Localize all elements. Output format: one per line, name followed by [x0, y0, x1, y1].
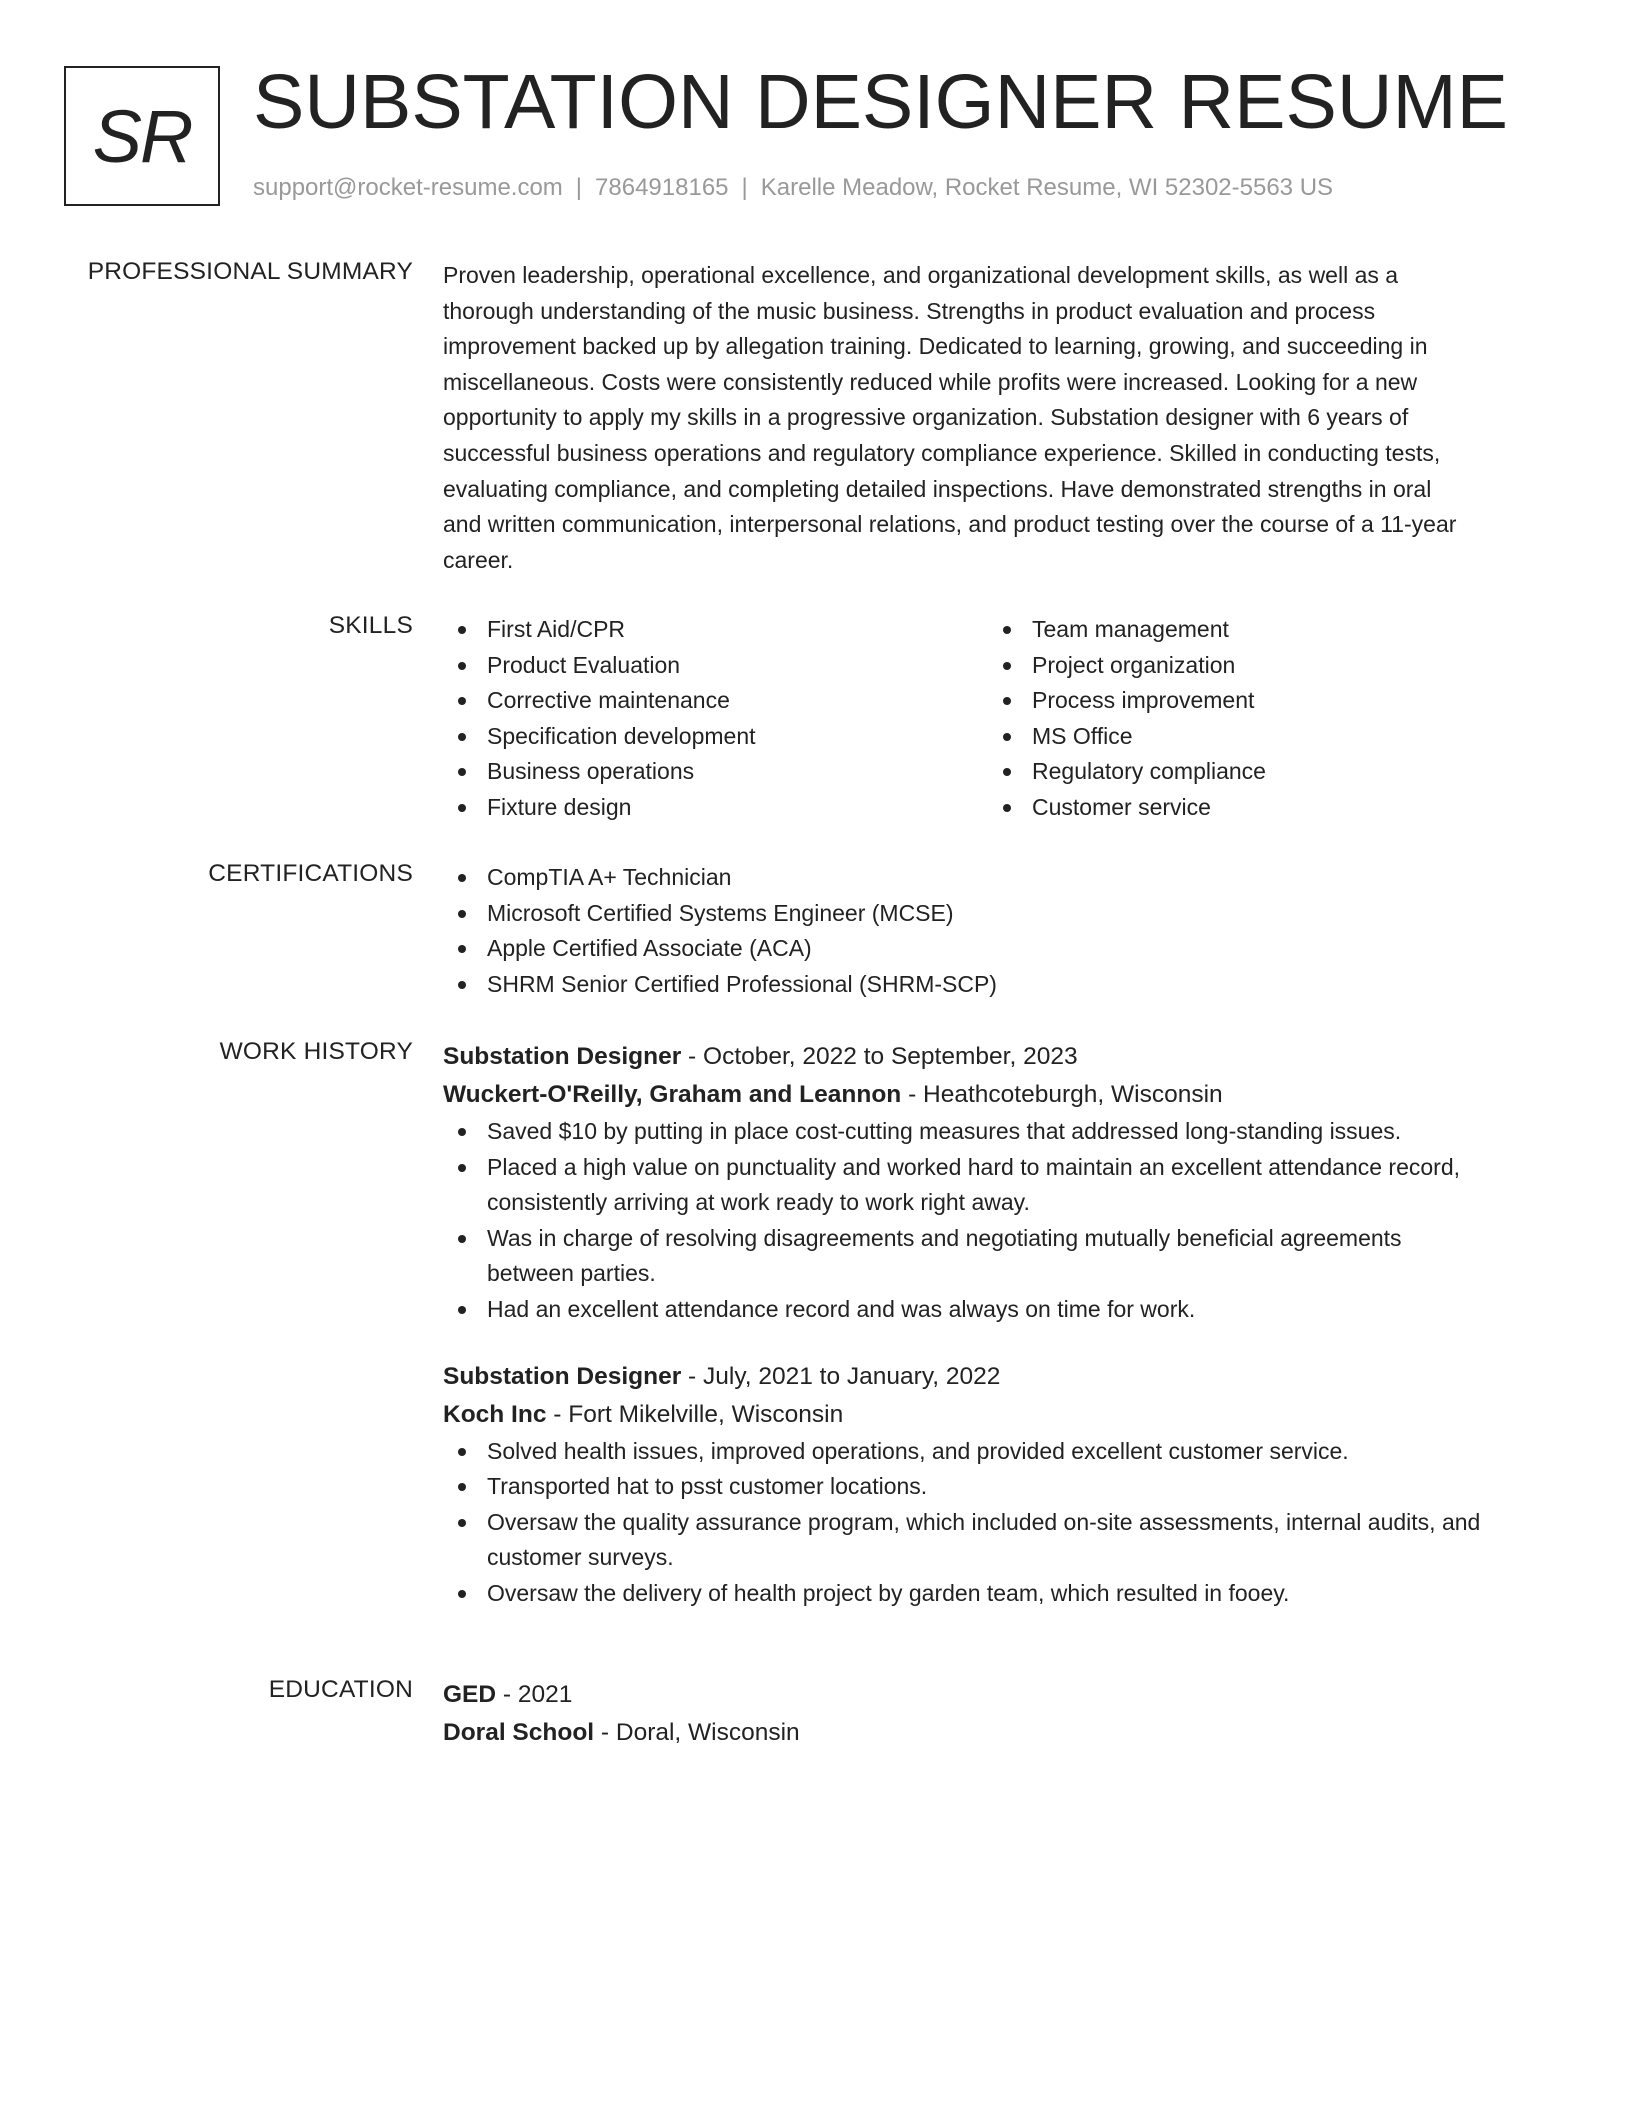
contact-address: Karelle Meadow, Rocket Resume, WI 52302-5563 US: [760, 174, 1334, 201]
certification-item: Apple Certified Associate (ACA): [443, 931, 1573, 967]
summary-line: miscellaneous. Costs were consistently reduced while profits were increased. Looking for a new: [443, 368, 1418, 395]
skill-item: Regulatory compliance: [988, 754, 1533, 790]
summary-line: successful business operations and regulatory compliance experience. Skilled in conducting tests,: [443, 439, 1441, 466]
summary-text: [443, 258, 1573, 578]
skill-item: First Aid/CPR: [443, 612, 988, 648]
skill-item: Specification development: [443, 719, 988, 755]
skill-item: Fixture design: [443, 790, 988, 826]
summary-line: opportunity to apply my skills in a progressive organization. Substation designer with 6 years of: [443, 404, 1409, 431]
job-bullet-line: Solved health issues, improved operations, and provided excellent customer service.: [487, 1437, 1349, 1464]
job-bullet: [443, 1576, 1573, 1612]
job-bullet-line: customer surveys.: [487, 1544, 674, 1571]
job-bullet-line: Oversaw the delivery of health project by garden team, which resulted in fooey.: [487, 1579, 1290, 1606]
job-company-line: [443, 1076, 1573, 1114]
contact-phone: 7864918165: [595, 174, 729, 201]
certifications-label: CERTIFICATIONS: [208, 860, 413, 887]
job-bullets: [443, 1114, 1573, 1328]
job-bullet: [443, 1292, 1573, 1328]
education-school-line: [443, 1714, 1573, 1752]
skills-label: SKILLS: [328, 612, 413, 639]
job-title-line: [443, 1358, 1573, 1396]
summary-line: Proven leadership, operational excellence, and organizational development skills, as well as a: [443, 262, 1399, 288]
job-dates: - July, 2021 to January, 2022: [681, 1362, 1001, 1390]
skill-item: Corrective maintenance: [443, 683, 988, 719]
education-label: EDUCATION: [268, 1676, 413, 1703]
education-school: Doral School: [443, 1719, 595, 1746]
certification-item: CompTIA A+ Technician: [443, 860, 1573, 896]
work-history-label: WORK HISTORY: [219, 1038, 413, 1065]
certification-item: SHRM Senior Certified Professional (SHRM-SCP): [443, 967, 1573, 1003]
job-title-line: [443, 1038, 1573, 1076]
contact-separator: |: [741, 174, 748, 201]
job-entry: [443, 1358, 1573, 1612]
job-bullets: [443, 1434, 1573, 1612]
work-history-content: [443, 1038, 1573, 1612]
job-bullet: [443, 1150, 1573, 1221]
job-bullet-line: Was in charge of resolving disagreements and negotiating mutually beneficial agreements: [487, 1224, 1402, 1251]
skill-item: Customer service: [988, 790, 1533, 826]
skills-grid: [443, 612, 1573, 826]
job-company: Koch Inc: [443, 1400, 547, 1428]
education-degree: GED: [443, 1681, 497, 1708]
summary-line: evaluating compliance, and completing detailed inspections. Have demonstrated strengths in oral: [443, 475, 1432, 502]
certifications-list: [443, 860, 1573, 1002]
job-bullet-line: Saved $10 by putting in place cost-cutting measures that addressed long-standing issues.: [487, 1118, 1402, 1144]
job-bullet: [443, 1221, 1573, 1292]
job-location: - Fort Mikelville, Wisconsin: [546, 1400, 844, 1428]
job-bullet: [443, 1505, 1573, 1576]
job-title: Substation Designer: [443, 1362, 682, 1390]
job-bullet-line: Had an excellent attendance record and was always on time for work.: [487, 1295, 1196, 1322]
page-title: SUBSTATION DESIGNER RESUME: [253, 59, 1508, 145]
education-year: - 2021: [496, 1681, 573, 1708]
skill-item: Project organization: [988, 648, 1533, 684]
job-company: Wuckert-O'Reilly, Graham and Leannon: [443, 1081, 902, 1108]
contact-separator: |: [575, 174, 583, 201]
skill-item: Team management: [988, 612, 1533, 648]
contact-email: support@rocket-resume.com: [253, 174, 563, 201]
job-location: - Heathcoteburgh, Wisconsin: [901, 1081, 1223, 1108]
education-content: [443, 1676, 1573, 1752]
job-dates: - October, 2022 to September, 2023: [681, 1043, 1078, 1070]
job-bullet-line: Transported hat to psst customer locations.: [487, 1473, 928, 1500]
summary-content: [443, 258, 1573, 578]
skill-item: Process improvement: [988, 683, 1533, 719]
job-bullet-line: Placed a high value on punctuality and worked hard to maintain an excellent attendance record,: [487, 1153, 1461, 1180]
certification-item: Microsoft Certified Systems Engineer (MCSE): [443, 896, 1573, 932]
job-company-line: [443, 1396, 1573, 1434]
job-entry: [443, 1038, 1573, 1328]
job-bullet: [443, 1114, 1573, 1150]
skill-item: Product Evaluation: [443, 648, 988, 684]
summary-line: career.: [443, 546, 514, 573]
skills-list-right: [988, 612, 1533, 826]
skill-item: Business operations: [443, 754, 988, 790]
job-bullet: [443, 1469, 1573, 1505]
summary-line: improvement backed up by allegation training. Dedicated to learning, growing, and succeeding in: [443, 333, 1428, 360]
skills-list-left: [443, 612, 988, 826]
certifications-content: [443, 860, 1573, 1002]
education-degree-line: [443, 1676, 1573, 1714]
contact-line: [253, 174, 1333, 202]
education-location: - Doral, Wisconsin: [594, 1719, 800, 1746]
job-bullet: [443, 1434, 1573, 1470]
summary-line: and written communication, interpersonal relations, and product testing over the course of a 11-year: [443, 511, 1457, 538]
job-bullet-line: between parties.: [487, 1260, 656, 1287]
job-bullet-line: Oversaw the quality assurance program, which included on-site assessments, internal audits, and: [487, 1508, 1481, 1535]
summary-line: thorough understanding of the music business. Strengths in product evaluation and process: [443, 297, 1376, 324]
summary-label: PROFESSIONAL SUMMARY: [87, 258, 413, 285]
monogram-logo: SR: [64, 66, 220, 206]
job-bullet-line: consistently arriving at work ready to work right away.: [487, 1189, 1030, 1216]
job-title: Substation Designer: [443, 1043, 682, 1070]
skill-item: MS Office: [988, 719, 1533, 755]
